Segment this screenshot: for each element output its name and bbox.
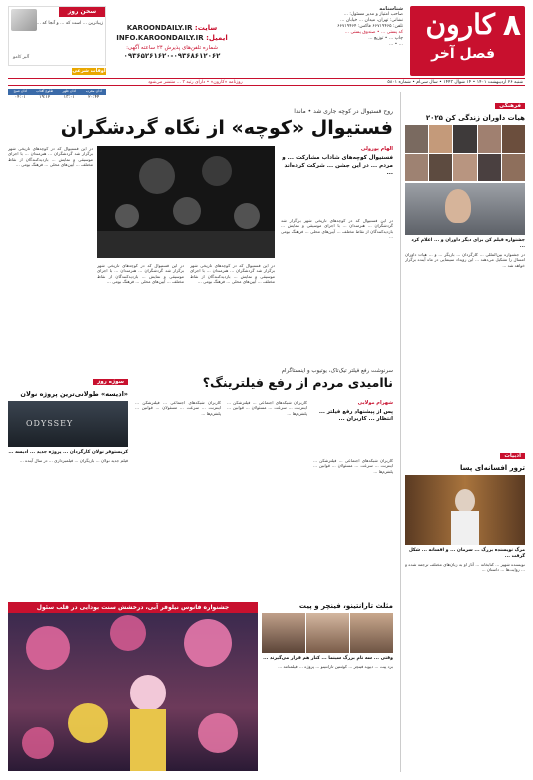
ads-line: شماره تلفن‌های پذیرش ۲۴ ساعته آگهی: <box>126 45 218 51</box>
main-kicker: روح فستیوال در کوچه جاری شد • ماندا <box>294 108 393 115</box>
culture-lead: جشنواره فیلم کن برای دیگر داوران و ... اعلام کرد ... <box>411 238 525 249</box>
address: نشانی: تهران، میدان ... خیابان ... <box>340 18 403 23</box>
main-photo <box>97 146 275 258</box>
lantern-title-bar <box>8 602 258 613</box>
cinema-body: فیلم جدید نولان ... بازیگران ... فیلمبرداری ... در سال آینده ... <box>19 458 128 463</box>
prayer-h-2: طلوع آفتاب <box>36 89 54 93</box>
culture-tag: فرهنگی <box>495 103 525 109</box>
nameplate <box>410 6 525 76</box>
filter-body-col3: کاربران شبکه‌های اجتماعی ... فیلترشکن ... اینترنت ... سرعت ... مسئولان ... قوانین ... پلتفرم‌ها ... <box>135 400 221 416</box>
email-label: ایمیل: <box>206 34 228 42</box>
lantern-photo <box>8 613 258 771</box>
license-label: شناسنامه <box>379 6 403 12</box>
lantern-section <box>8 602 258 772</box>
literature-title: ترور افسانه‌ای پسا <box>459 464 525 472</box>
column-divider <box>400 92 401 772</box>
crowd-photo <box>97 146 275 258</box>
main-byline <box>281 146 393 178</box>
main-author: الهام پورولی <box>360 146 393 152</box>
cinema-tag: سوژه روز <box>93 379 128 385</box>
prayer-v-4: ۲۰:۴۴ <box>88 95 100 100</box>
contact-block <box>107 24 237 79</box>
date-line: شنبه ۲۶ اردیبهشت ۱۴۰۱ • ۱۴ شوال ۱۴۴۳ • سال سی‌ام • شماره ۵۸۰۱ <box>387 80 523 85</box>
filter-body-col1: کاربران شبکه‌های اجتماعی ... فیلترشکن ... اینترنت ... سرعت ... مسئولان ... قوانین ... پلتفرم‌ها ... <box>313 458 393 474</box>
filter-title: ناامیدی مردم از رفع فیلترینگ؟ <box>202 375 393 390</box>
quote-box <box>8 6 106 66</box>
date-bar <box>8 78 525 86</box>
site-label: سایت: <box>194 24 218 32</box>
culture-portrait <box>405 183 525 235</box>
quote-label: سخن روز <box>67 8 97 15</box>
main-body-col2: در این فستیوال که در کوچه‌های تاریخی شهر برگزار شد گردشگران ... هنرمندان ... با اجرای موسیقی و نمایش ... بازدیدکنندگان از نقاط مختلف ... آیین‌های محلی ... فرهنگ بومی ... <box>190 263 275 285</box>
logo: کارون <box>425 8 495 41</box>
cinema-section <box>8 368 128 600</box>
literature-section <box>405 442 525 772</box>
poster-text: ODYSSEY <box>26 419 74 428</box>
culture-section <box>405 92 525 437</box>
prayer-v-1: ۰۴:۰۱ <box>14 95 26 100</box>
cinema-lead: کریستوفر نولان کارگردان ... پروژه جدید ... ادیسه ... <box>8 450 128 455</box>
main-body-col1: در این فستیوال که در کوچه‌های تاریخی شهر برگزار شد گردشگران ... هنرمندان ... با اجرای موسیقی و نمایش ... بازدیدکنندگان از نقاط مختلف ... آیین‌های محلی ... فرهنگ بومی ... <box>281 218 393 240</box>
filter-lead: پس از پیشنهاد رفع فیلتر ... انتظار ... کاربران ... <box>318 409 393 422</box>
prayer-v-2: ۱۹:۱۲ <box>39 95 51 100</box>
tagline: روزنامه «کارون» • دارای رتبه ۳ ... منتشر می‌شود <box>148 80 243 85</box>
quote-icon <box>11 9 37 31</box>
culture-title: هیات داوران زندگی کن ۲۰۲۵ <box>425 114 525 122</box>
main-lead: فستیوال کوچه‌های شاداب مشارکت ... و مردم ... در این جشن ... شرکت کرده‌اند ... <box>282 155 393 176</box>
filter-author: شهرام مولایی <box>357 400 393 406</box>
ads-phone: ۰۹۳۶۵۲۶۱۶۲۰-۰۹۳۶۸۶۱۲۰۶۲ <box>123 52 221 60</box>
literature-tag: ادبیات <box>500 453 525 459</box>
literature-lead: مرگ نویسنده بزرگ ... سرمان ... و افسانه ... شکل گرفت ... <box>408 548 525 559</box>
cinema-title: «ادیسه» طولانی‌ترین پروژه نولان <box>20 390 128 398</box>
owner-line: صاحب امتیاز و مدیر مسئول: ... <box>343 12 403 17</box>
main-title: فستیوال «کوچه» از نگاه گردشگران <box>60 117 393 139</box>
cinema-poster <box>8 401 128 447</box>
license-block <box>243 6 403 76</box>
lantern-title: جشنواره فانوس نیلوفر آبی، درخشش سنت بودایی در قلب سئول <box>36 604 230 611</box>
misc-line-1: کد پستی ... • صندوق پستی ... <box>344 30 403 35</box>
quote-text: زیبا‌ترین ... است که ... و آنجا که ... <box>36 21 103 26</box>
literature-body: نویسنده شهیر ... کتابخانه ... آثار او به زبان‌های مختلف ترجمه شده و ... روایت‌ها ... داستان ... <box>405 562 525 573</box>
misc-line-2: چاپ ... • توزیع ... <box>368 36 403 41</box>
filter-kicker: سرنوشت رفع فیلتر تیک‌تاک، یوتیوب و اینستاگرام <box>281 368 393 374</box>
prayer-label: اوقات شرعی <box>72 68 106 74</box>
culture-photo-grid <box>405 125 525 181</box>
masthead <box>8 6 525 86</box>
literature-photo <box>405 475 525 545</box>
main-story <box>8 108 393 363</box>
trio-body: برد پیت ... دیوید فینچر ... کوئنتین تارانتینو ... پروژه ... فیلمنامه ... <box>278 664 393 669</box>
site-link[interactable]: KAROONDAILY.IR <box>126 24 193 32</box>
trio-lead: وقتی ... سه نام بزرگ سینما ... کنار هم قرار می‌گیرند ... <box>263 656 393 661</box>
culture-body: در جشنواره بین‌المللی ... کارگردان ... بازیگر ... و ... هیات داوران امسال را تشکیل می‌دهند ... این رویداد سینمایی در ماه آینده برگزار خواهد شد ... <box>405 252 525 268</box>
filter-body-col2: کاربران شبکه‌های اجتماعی ... فیلترشکن ... اینترنت ... سرعت ... مسئولان ... قوانین ... پلتفرم‌ها ... <box>227 400 307 416</box>
quote-label-bar <box>59 7 105 17</box>
prayer-v-3: ۱۳:۰۱ <box>63 95 75 100</box>
email-link[interactable]: INFO.KAROONDAILY.IR <box>116 34 204 42</box>
trio-title: مثلث تارانتینو، فینچر و پیت <box>298 602 393 610</box>
prayer-h-1: اذان صبح <box>13 89 27 93</box>
quote-author: آلبر کامو <box>13 55 30 60</box>
misc-line-3: ... • ... <box>388 42 403 47</box>
prayer-h-3: اذان ظهر <box>62 89 77 93</box>
prayer-grid <box>8 89 106 103</box>
phones: تلفن: ۶۶۷۱۹۴۶۵ فاکس: ۶۶۷۱۹۴۶۴ <box>337 24 403 29</box>
main-body-col4: در این فستیوال که در کوچه‌های تاریخی شهر برگزار شد گردشگران ... هنرمندان ... با اجرای موسیقی و نمایش ... بازدیدکنندگان از نقاط مختلف ... آیین‌های محلی ... فرهنگ بومی ... <box>8 146 93 168</box>
trio-photo <box>262 613 393 653</box>
page-number: ۸ <box>502 8 521 43</box>
section-title: فصل آخر <box>431 46 495 62</box>
lantern-illustration <box>8 613 258 771</box>
main-body-col3: در این فستیوال که در کوچه‌های تاریخی شهر برگزار شد گردشگران ... هنرمندان ... با اجرای موسیقی و نمایش ... بازدیدکنندگان از نقاط مختلف ... آیین‌های محلی ... فرهنگ بومی ... <box>97 263 184 285</box>
filter-story <box>135 368 393 598</box>
filter-byline <box>313 400 393 423</box>
prayer-h-4: اذان مغرب <box>85 89 102 93</box>
trio-section <box>262 602 393 772</box>
